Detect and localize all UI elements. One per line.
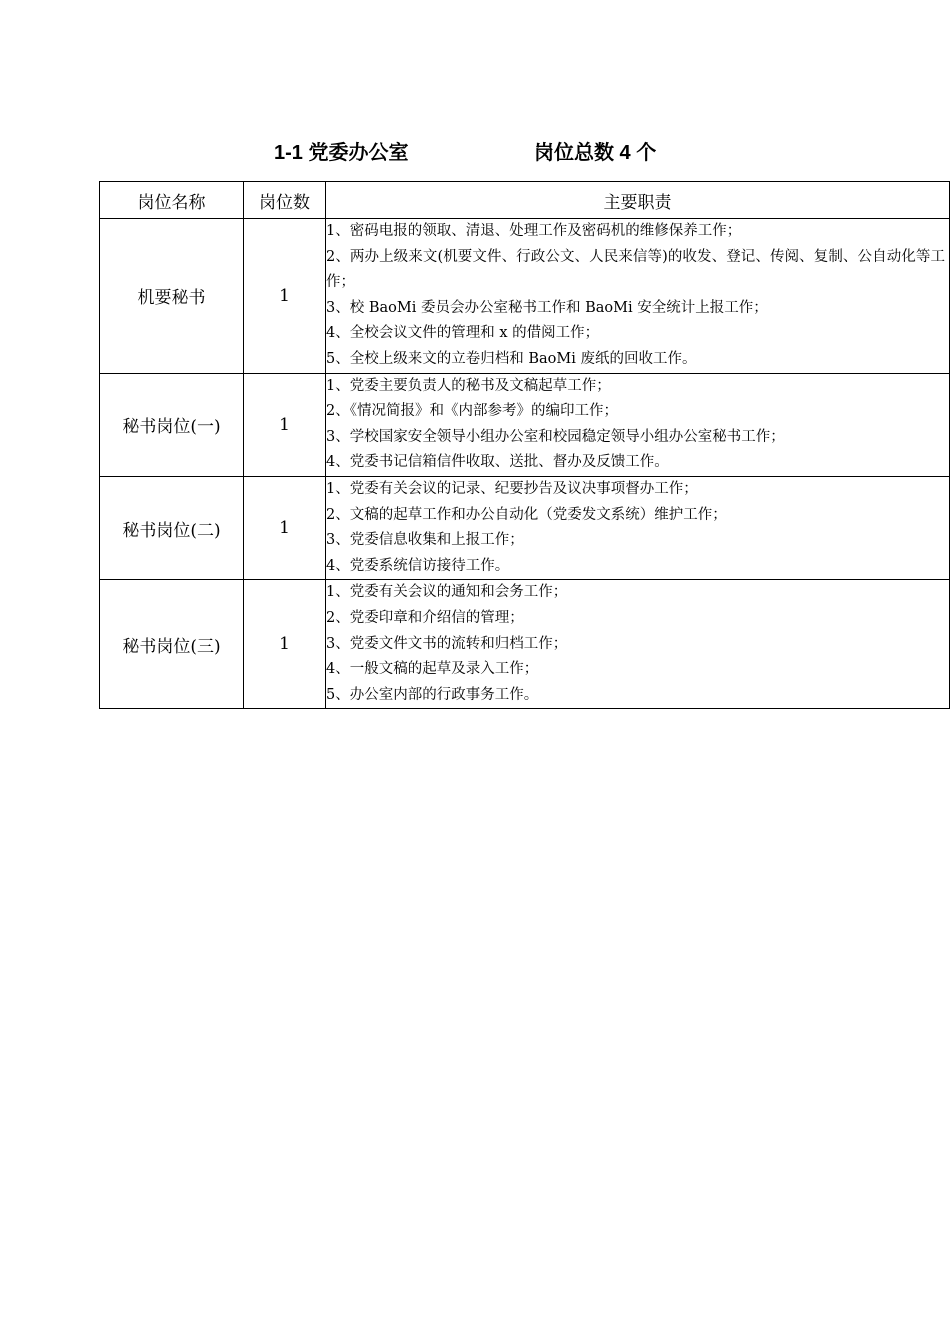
post-count-title: 岗位总数 4 个	[534, 142, 657, 164]
post-name: 机要秘书	[100, 219, 244, 374]
post-count: 1	[244, 476, 326, 579]
duty-item: 3、党委文件文书的流转和归档工作；	[326, 635, 568, 652]
post-name: 秘书岗位(一)	[100, 373, 244, 476]
duty-item: 3、学校国家安全领导小组办公室和校园稳定领导小组办公室秘书工作；	[326, 428, 785, 445]
table-row	[100, 476, 950, 579]
duties-cell	[326, 373, 950, 476]
duty-item: 1、密码电报的领取、清退、处理工作及密码机的维修保养工作；	[326, 223, 742, 239]
duty-item: 1、党委主要负责人的秘书及文稿起草工作；	[326, 377, 611, 394]
duty-item: 5、全校上级来文的立卷归档和 BaoMi 废纸的回收工作。	[326, 350, 697, 367]
duty-item: 3、党委信息收集和上报工作；	[326, 532, 524, 549]
post-name: 秘书岗位(三)	[100, 580, 244, 709]
duty-item: 2、两办上级来文(机要文件、行政公文、人民来信等)的收发、登记、传阅、复制、公自动化等工作；	[326, 248, 945, 291]
duty-item: 4、全校会议文件的管理和 x 的借阅工作；	[326, 325, 600, 342]
duty-item: 2、《情况简报》和《内部参考》的编印工作；	[326, 403, 618, 420]
post-count: 1	[244, 580, 326, 709]
page-title	[0, 132, 950, 166]
duties-cell	[326, 580, 950, 709]
table-row	[100, 219, 950, 374]
duty-item: 4、党委书记信箱信件收取、送批、督办及反馈工作。	[326, 454, 669, 471]
duty-item: 5、办公室内部的行政事务工作。	[326, 686, 539, 703]
table-header-row	[100, 182, 950, 219]
duty-item: 4、一般文稿的起草及录入工作；	[326, 661, 539, 678]
duty-item: 2、文稿的起草工作和办公自动化（党委发文系统）维护工作；	[326, 506, 727, 523]
post-name: 秘书岗位(二)	[100, 476, 244, 579]
header-post-count: 岗位数	[244, 182, 326, 219]
table-row	[100, 580, 950, 709]
post-duties-table	[99, 181, 950, 709]
duties-cell	[326, 219, 950, 374]
post-count: 1	[244, 219, 326, 374]
duty-item: 2、党委印章和介绍信的管理；	[326, 609, 524, 626]
duties-cell	[326, 476, 950, 579]
header-main-duties: 主要职责	[326, 182, 950, 219]
duty-item: 4、党委系统信访接待工作。	[326, 557, 510, 574]
duty-item: 1、党委有关会议的记录、纪要抄告及议决事项督办工作；	[326, 480, 698, 497]
duty-item: 1、党委有关会议的通知和会务工作；	[326, 584, 568, 601]
duty-item: 3、校 BaoMi 委员会办公室秘书工作和 BaoMi 安全统计上报工作；	[326, 299, 768, 316]
header-post-name: 岗位名称	[100, 182, 244, 219]
post-count: 1	[244, 373, 326, 476]
department-title: 1-1 党委办公室	[274, 142, 409, 164]
table-row	[100, 373, 950, 476]
